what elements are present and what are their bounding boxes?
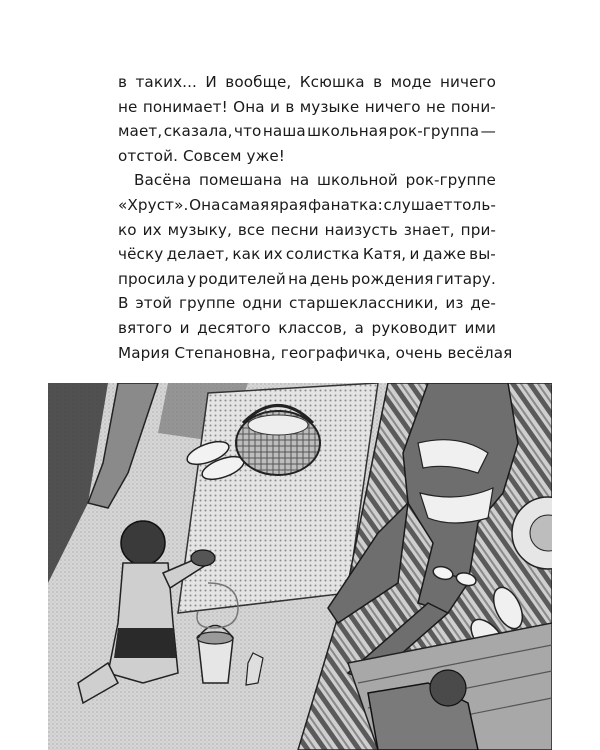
text-line: ко их музыку, все песни наизусть знает, при-: [118, 220, 496, 239]
text-line: мает, сказала, что наша школьная рок-группа —: [118, 122, 496, 141]
body-text: [118, 70, 513, 365]
paragraph-2: [118, 168, 513, 365]
boy-head: [121, 521, 165, 565]
paragraph-1: [118, 70, 496, 168]
text-line: отстой. Совсем уже!: [118, 146, 285, 165]
text-line: чёску делает, как их солистка Катя, и даже вы-: [118, 245, 496, 264]
text-line: В этой группе одни старшеклассники, из де-: [118, 294, 496, 313]
text-line: не понимает! Она и в музыке ничего не пони-: [118, 97, 496, 116]
girl-head: [430, 670, 466, 706]
text-line: просила у родителей на день рождения гитару.: [118, 269, 496, 288]
text-line: Мария Степановна, географичка, очень весёлая: [118, 343, 513, 362]
crab: [191, 550, 215, 566]
beach-illustration: [48, 383, 552, 750]
text-line: вятого и десятого классов, а руководит ими: [118, 318, 496, 337]
text-line: «Хруст». Она самая ярая фанатка: слушает толь-: [118, 195, 496, 214]
text-line: в таких... И вообще, Ксюшка в моде ничего: [118, 73, 496, 91]
text-line: Васёна помешана на школьной рок-группе: [134, 171, 496, 190]
sand-bucket: [198, 638, 233, 683]
